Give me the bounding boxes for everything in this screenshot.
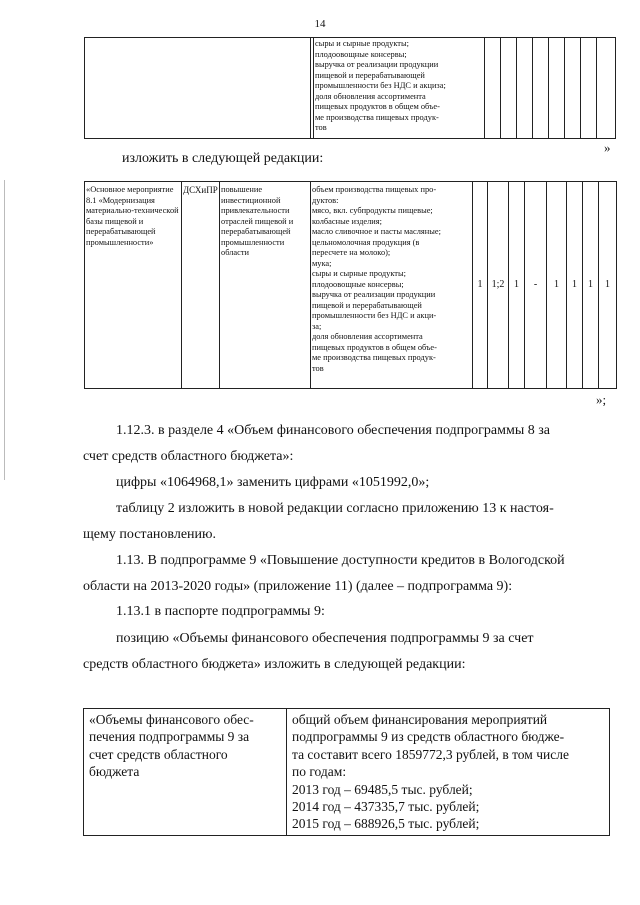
financing-value-cell	[287, 709, 610, 836]
paragraph-1-13: 1.13. В подпрограмме 9 «Повышение доступности кредитов в Вологодской	[116, 553, 565, 568]
paragraph-position: позицию «Объемы финансового обеспечения подпрограммы 9 за счет	[116, 631, 534, 646]
value-line: подпрограммы 9 из средств областного бюдже-	[292, 729, 565, 745]
year-cell	[517, 38, 533, 139]
year-cell	[597, 38, 616, 139]
value-line: 2013 год – 69485,5 тыс. рублей;	[292, 781, 473, 797]
indicator-line: промышленности без НДС и акци-	[312, 311, 437, 320]
indicator-line: колбасные изделия;	[312, 216, 382, 226]
indicator-line: сыры и сырные продукты;	[312, 269, 406, 278]
paragraph-numbers: цифры «1064968,1» заменить цифрами «1051992,0»;	[116, 475, 430, 490]
value-cell: 1	[599, 182, 617, 389]
value-cell: 1;2	[488, 182, 509, 389]
value-cell: 1	[473, 182, 488, 389]
paragraph-1-12-3: 1.12.3. в разделе 4 «Объем финансового обеспечения подпрограммы 8 за	[116, 423, 550, 438]
indicator-line: плодоовощные консервы;	[312, 279, 404, 289]
table-new-edition	[84, 181, 617, 389]
indicator-line: цельномолочная продукция (в	[312, 237, 420, 247]
year-cell	[533, 38, 549, 139]
label-line: печения подпрограммы 9 за	[89, 729, 250, 745]
year-cell	[581, 38, 597, 139]
indicator-line: мука;	[312, 258, 332, 268]
value-cell: 1	[509, 182, 525, 389]
financing-label-cell	[84, 709, 287, 836]
indicator-line: масло сливочное и пасты масляные;	[312, 227, 441, 236]
value-cell: 1	[547, 182, 567, 389]
value-line: по годам:	[292, 764, 347, 780]
value-line: та составит всего 1859772,3 рублей, в том числе	[292, 746, 569, 762]
year-cell	[565, 38, 581, 139]
label-line: счет средств областного	[89, 746, 228, 762]
table-financing	[83, 708, 610, 836]
indicator-line: пищевой и перерабатывающей	[315, 70, 425, 80]
indicator-line: пищевых продуктов в общем объе-	[312, 342, 437, 352]
indicator-line: ме производства пищевых продук-	[312, 353, 436, 362]
indicator-line: объем производства пищевых про-	[312, 185, 437, 194]
year-cell	[501, 38, 517, 139]
indicator-line: плодоовощные консервы;	[315, 49, 407, 59]
closing-quote: »	[604, 140, 611, 155]
paragraph-1-12-3-cont: счет средств областного бюджета»:	[83, 449, 294, 464]
indicator-line: пищевых продуктов в общем объе-	[315, 102, 440, 111]
activity-cell	[85, 38, 311, 139]
value-line: общий объем финансирования мероприятий	[292, 712, 548, 727]
value-line: 2015 год – 688926,5 тыс. рублей;	[292, 816, 480, 832]
indicator-cell	[314, 38, 485, 139]
paragraph-table-cont: щему постановлению.	[83, 527, 216, 542]
label-line: бюджета	[89, 764, 140, 780]
goal-description: повышение инвестиционной привлекательности отраслей пищевой и перерабатывающей промышленности области	[220, 182, 311, 389]
indicator-line: сыры и сырные продукты;	[315, 39, 409, 48]
paragraph-table: таблицу 2 изложить в новой редакции согласно приложению 13 к настоя-	[116, 501, 554, 516]
value-line: 2014 год – 437335,7 тыс. рублей;	[292, 799, 480, 815]
edit-instruction: изложить в следующей редакции:	[122, 151, 324, 166]
indicator-line: промышленности без НДС и акциза;	[315, 81, 446, 90]
indicator-list	[311, 182, 473, 389]
indicator-line: выручка от реализации продукции	[312, 290, 436, 299]
value-cell: 1	[567, 182, 583, 389]
year-cell	[485, 38, 501, 139]
paragraph-1-13-1: 1.13.1 в паспорте подпрограммы 9:	[116, 604, 325, 619]
label-line: «Объемы финансового обес-	[89, 712, 254, 727]
year-cell	[549, 38, 565, 139]
value-cell: 1	[583, 182, 599, 389]
paragraph-position-cont: средств областного бюджета» изложить в следующей редакции:	[83, 657, 466, 672]
indicator-line: пересчете на молоко);	[312, 248, 391, 257]
indicator-line: тов	[312, 363, 324, 373]
indicator-line: ме производства пищевых продук-	[315, 112, 439, 122]
page-number: 14	[314, 18, 326, 30]
indicator-line: тов	[315, 123, 327, 132]
paragraph-1-13-cont: области на 2013-2020 годы» (приложение 11) (далее – подпрограмма 9):	[83, 579, 513, 594]
indicator-line: мясо, вкл. субпродукты пищевые;	[312, 206, 433, 215]
indicator-line: доля обновления ассортимента	[315, 91, 426, 101]
executor-name: ДСХиПР	[182, 182, 220, 389]
closing-quote: »;	[596, 392, 607, 407]
indicator-line: доля обновления ассортимента	[312, 332, 423, 341]
scan-margin-line	[4, 180, 5, 480]
activity-name: «Основное мероприятие 8.1 «Модернизация материально-технической базы пищевой и перерабатывающей промышленности»	[85, 182, 182, 389]
table-continuation	[84, 37, 616, 139]
indicator-line: выручка от реализации продукции	[315, 60, 439, 69]
indicator-line: дуктов:	[312, 195, 339, 205]
indicator-line: за;	[312, 321, 322, 331]
value-cell: -	[525, 182, 547, 389]
indicator-line: пищевой и перерабатывающей	[312, 300, 422, 310]
